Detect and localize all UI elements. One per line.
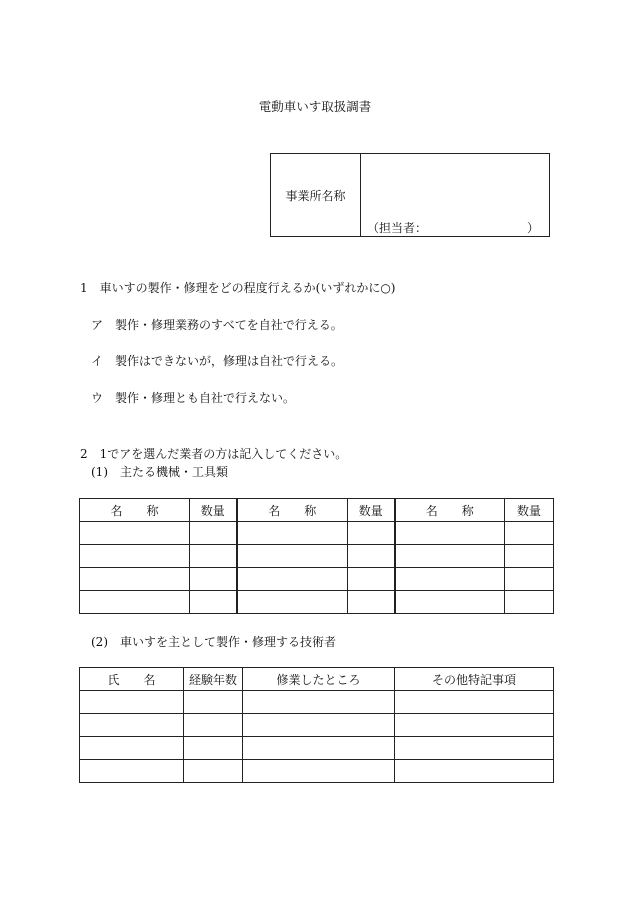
table-cell[interactable] [80,545,190,568]
col-header-name: 名 称 [395,499,505,522]
table-cell[interactable] [395,714,554,737]
table-cell[interactable] [237,568,348,591]
table-cell[interactable] [505,568,554,591]
col-header-name: 名 称 [80,499,190,522]
table-cell[interactable] [184,760,243,783]
contact-person-label: （担当者： [367,221,428,235]
office-name-field[interactable] [361,154,549,214]
table-cell[interactable] [395,760,554,783]
col-header-other-notes: その他特記事項 [395,668,554,691]
col-header-full-name: 氏 名 [80,668,184,691]
table-cell[interactable] [348,545,395,568]
table-cell[interactable] [184,737,243,760]
question-1: 1 車いすの製作・修理をどの程度行えるか(いずれかに○) [80,281,396,295]
col-header-name: 名 称 [237,499,348,522]
table-cell[interactable] [348,522,395,545]
table-cell[interactable] [505,522,554,545]
table-cell[interactable] [243,760,395,783]
col-header-training-place: 修業したところ [243,668,395,691]
table-cell[interactable] [190,545,237,568]
table-row [80,737,554,760]
table-cell[interactable] [243,737,395,760]
table-cell[interactable] [237,591,348,614]
col-header-quantity: 数量 [190,499,237,522]
option-a: ア 製作・修理業務のすべてを自社で行える。 [91,318,343,332]
table-cell[interactable] [395,568,505,591]
col-header-quantity: 数量 [348,499,395,522]
technician-table [79,667,554,783]
table-cell[interactable] [243,691,395,714]
table-cell[interactable] [395,545,505,568]
table-cell[interactable] [80,522,190,545]
table-cell[interactable] [80,737,184,760]
table-cell[interactable] [190,522,237,545]
office-name-box [270,153,550,237]
option-u: ウ 製作・修理とも自社で行えない。 [91,391,296,405]
office-name-label: 事業所名称 [271,154,361,236]
table-cell[interactable] [237,522,348,545]
question-2: 2 1でアを選んだ業者の方は記入してください。 [80,447,348,461]
table-row [80,591,554,614]
table-cell[interactable] [80,760,184,783]
table-cell[interactable] [395,522,505,545]
col-header-years-experience: 経験年数 [184,668,243,691]
table-row [80,545,554,568]
table-cell[interactable] [505,545,554,568]
table-cell[interactable] [348,568,395,591]
table-cell[interactable] [395,591,505,614]
question-2-sub2: (2) 車いすを主として製作・修理する技術者 [91,635,336,649]
table-row [80,568,554,591]
table-cell[interactable] [80,568,190,591]
table-cell[interactable] [190,591,237,614]
page-title: 電動車いす取扱調書 [258,99,372,114]
table-row [80,760,554,783]
table-cell[interactable] [395,691,554,714]
table-row [80,691,554,714]
table-cell[interactable] [243,714,395,737]
table-row [80,522,554,545]
table-cell[interactable] [505,591,554,614]
table-cell[interactable] [80,591,190,614]
table-row [80,714,554,737]
table-header-row [80,668,554,691]
contact-person-close: ） [526,221,539,235]
table-cell[interactable] [184,691,243,714]
col-header-quantity: 数量 [505,499,554,522]
table-header-row [80,499,554,522]
option-i: イ 製作はできないが，修理は自社で行える。 [91,354,344,368]
table-cell[interactable] [237,545,348,568]
table-cell[interactable] [190,568,237,591]
table-cell[interactable] [80,714,184,737]
equipment-table [79,498,554,614]
table-cell[interactable] [184,714,243,737]
question-2-sub1: (1) 主たる機械・工具類 [91,465,228,479]
table-cell[interactable] [348,591,395,614]
table-cell[interactable] [80,691,184,714]
table-cell[interactable] [395,737,554,760]
